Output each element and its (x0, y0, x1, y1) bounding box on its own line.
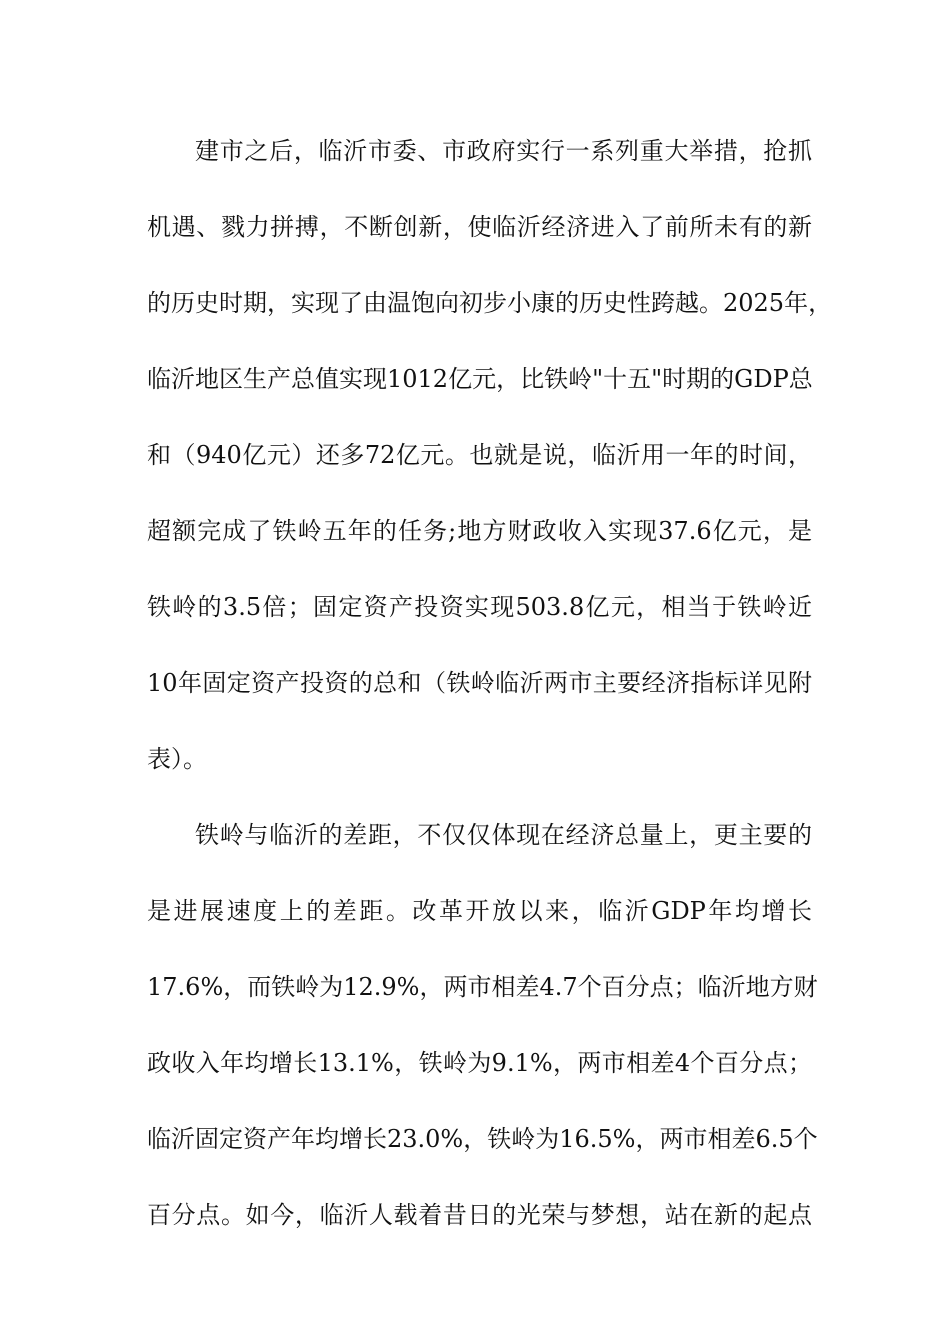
text-line: 临沂固定资产年均增长23.0%，铁岭为16.5%，两市相差6.5个 (147, 1125, 818, 1153)
text-line: 是进展速度上的差距。改革开放以来，临沂GDP年均增长 (147, 897, 812, 925)
text-line: 表）。 (147, 745, 207, 773)
text-line: 铁岭与临沂的差距，不仅仅体现在经济总量上，更主要的 (195, 821, 812, 849)
text-line: 超额完成了铁岭五年的任务;地方财政收入实现37.6亿元，是 (147, 517, 812, 545)
text-line: 政收入年均增长13.1%，铁岭为9.1%，两市相差4个百分点； (147, 1049, 812, 1077)
text-line: 10年固定资产投资的总和（铁岭临沂两市主要经济指标详见附 (147, 669, 812, 697)
text-line: 的历史时期，实现了由温饱向初步小康的历史性跨越。2025年， (147, 289, 833, 317)
text-line: 机遇、戮力拼搏，不断创新，使临沂经济进入了前所未有的新 (147, 213, 812, 241)
text-line: 铁岭的3.5倍；固定资产投资实现503.8亿元，相当于铁岭近 (147, 593, 812, 621)
text-line: 临沂地区生产总值实现1012亿元，比铁岭"十五"时期的GDP总 (147, 365, 813, 393)
text-line: 建市之后，临沂市委、市政府实行一系列重大举措，抢抓 (195, 137, 812, 165)
text-line: 17.6%，而铁岭为12.9%，两市相差4.7个百分点；临沂地方财 (147, 973, 818, 1001)
text-line: 和（940亿元）还多72亿元。也就是说，临沂用一年的时间， (147, 441, 812, 469)
text-line: 百分点。如今，临沂人载着昔日的光荣与梦想，站在新的起点 (147, 1201, 812, 1229)
